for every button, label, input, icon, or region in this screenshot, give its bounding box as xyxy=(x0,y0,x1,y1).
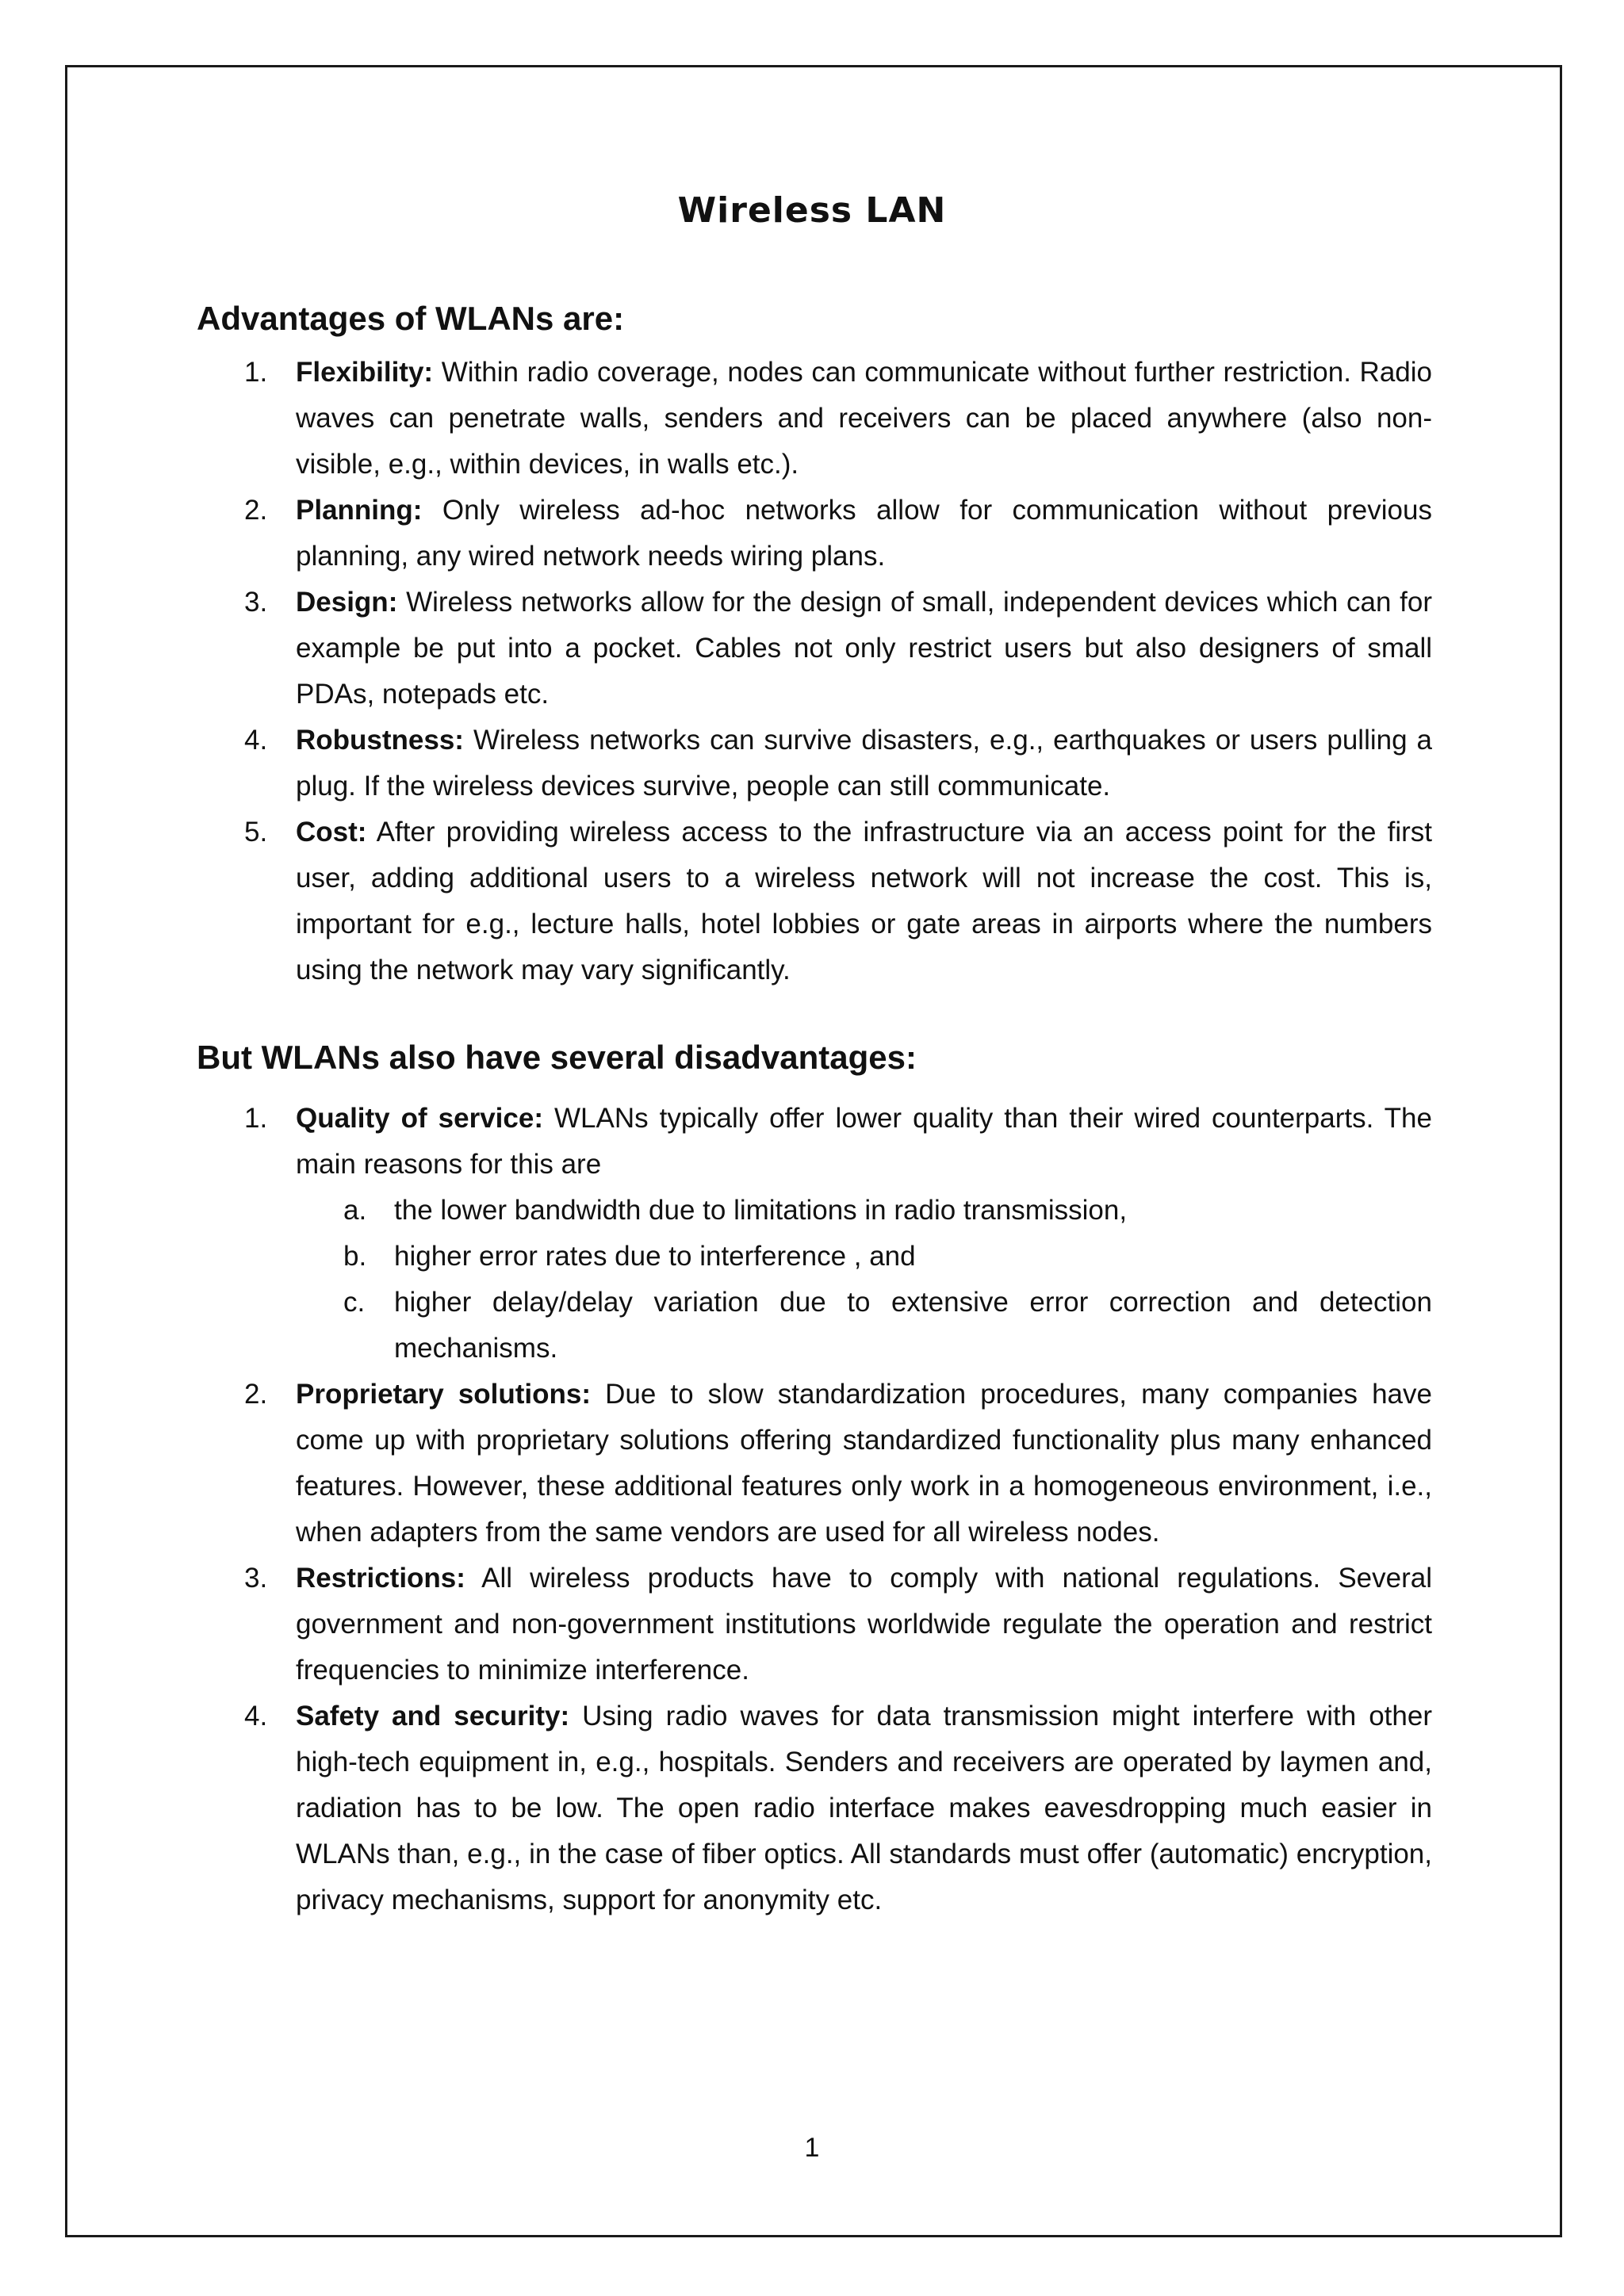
item-text: Within radio coverage, nodes can communicate without further restriction. Radio waves can penetrate walls, senders and receivers can be placed anywhere (also non-visible, e.g., within devices, in walls etc.). xyxy=(296,357,1432,480)
item-number: 3. xyxy=(244,1563,268,1594)
item-term: Safety and security: xyxy=(296,1701,570,1732)
sub-text: higher delay/delay variation due to extensive error correction and detection mechanisms. xyxy=(394,1287,1432,1364)
advantage-item-flexibility xyxy=(197,350,1432,488)
sublist-item xyxy=(296,1234,1432,1280)
disadvantage-item-quality-of-service xyxy=(197,1096,1432,1372)
item-number: 1. xyxy=(244,357,268,388)
item-term: Cost: xyxy=(296,817,367,848)
advantage-item-design xyxy=(197,580,1432,718)
page-number: 1 xyxy=(804,2133,820,2163)
item-term: Robustness: xyxy=(296,725,464,756)
item-text: All wireless products have to comply with national regulations. Several government and non-government institutions worldwide regulate the operation and restrict frequencies to minimize interference. xyxy=(296,1563,1432,1686)
item-term: Proprietary solutions: xyxy=(296,1379,592,1410)
sub-text: the lower bandwidth due to limitations in radio transmission, xyxy=(394,1195,1128,1226)
item-number: 4. xyxy=(244,1701,268,1732)
advantage-item-planning xyxy=(197,488,1432,580)
sub-letter: c. xyxy=(343,1287,366,1318)
advantage-item-cost xyxy=(197,809,1432,993)
item-term: Planning: xyxy=(296,495,423,526)
advantages-heading: Advantages of WLANs are: xyxy=(197,300,625,337)
disadvantage-item-safety-and-security xyxy=(197,1693,1432,1923)
sublist-item xyxy=(296,1188,1432,1234)
item-number: 1. xyxy=(244,1103,268,1134)
item-term: Restrictions: xyxy=(296,1563,465,1594)
disadvantage-item-restrictions xyxy=(197,1556,1432,1693)
item-number: 4. xyxy=(244,725,268,756)
item-text: Wireless networks can survive disasters, e.g., earthquakes or users pulling a plug. If the wireless devices survive, people can still communicate. xyxy=(296,725,1432,802)
quality-reasons-sublist xyxy=(296,1188,1432,1372)
advantages-list xyxy=(197,350,1432,993)
item-term: Flexibility: xyxy=(296,357,434,388)
sublist-item xyxy=(296,1280,1432,1372)
sub-text: higher error rates due to interference , and xyxy=(394,1241,916,1272)
item-text: Using radio waves for data transmission might interfere with other high-tech equipment in, e.g., hospitals. Senders and receivers are operated by laymen and, radiation has to be low. The open radio interface makes eavesdropping much easier in WLANs than, e.g., in the case of fiber optics. All standards must offer (automatic) encryption, privacy mechanisms, support for anonymity etc. xyxy=(296,1701,1432,1915)
item-text: Wireless networks allow for the design of small, independent devices which can for example be put into a pocket. Cables not only restrict users but also designers of small PDAs, notepads etc. xyxy=(296,587,1432,710)
item-number: 2. xyxy=(244,1379,268,1410)
item-text: Only wireless ad-hoc networks allow for communication without previous planning, any wired network needs wiring plans. xyxy=(296,495,1432,572)
item-number: 5. xyxy=(244,817,268,848)
item-term: Quality of service: xyxy=(296,1103,543,1134)
advantage-item-robustness xyxy=(197,718,1432,809)
disadvantages-heading: But WLANs also have several disadvantages: xyxy=(197,1039,917,1076)
item-number: 2. xyxy=(244,495,268,526)
item-text: Due to slow standardization procedures, many companies have come up with proprietary solutions offering standardized functionality plus many enhanced features. However, these additional features only work in a homogeneous environment, i.e., when adapters from the same vendors are used for all wireless nodes. xyxy=(296,1379,1432,1548)
item-number: 3. xyxy=(244,587,268,618)
sub-letter: b. xyxy=(343,1241,367,1272)
document-title: Wireless LAN xyxy=(677,190,947,231)
item-text: After providing wireless access to the infrastructure via an access point for the first user, adding additional users to a wireless network will not increase the cost. This is, important for e.g., lecture halls, hotel lobbies or gate areas in airports where the numbers using the network may vary significantly. xyxy=(296,817,1433,985)
disadvantage-item-proprietary-solutions xyxy=(197,1372,1432,1556)
item-term: Design: xyxy=(296,587,398,618)
item-text: WLANs typically offer lower quality than their wired counterparts. The main reasons for this are xyxy=(296,1103,1432,1180)
disadvantages-list xyxy=(197,1096,1432,1923)
sub-letter: a. xyxy=(343,1195,367,1226)
